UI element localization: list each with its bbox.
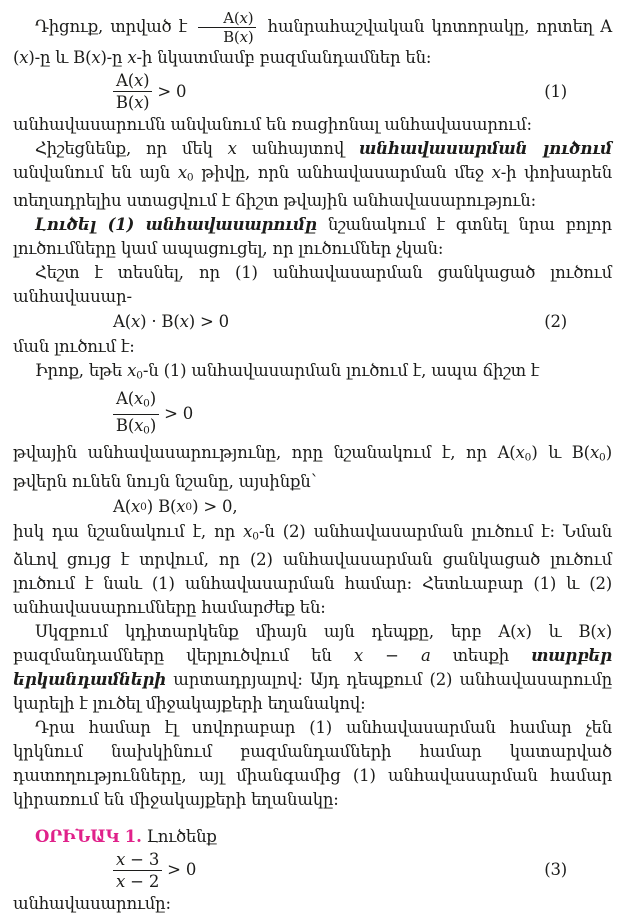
paragraph-equivalence xyxy=(13,520,612,620)
text-run: նշանակում է գտնել նրա բոլոր լուծումները կամ ապացուցել, որ լուծումներ չկան: xyxy=(13,215,612,259)
text-run: -ն (2) անհավասարման լուծում է: Նման ձևով ցույց է տրվում, որ (2) անհավասարման ցանկացած լուծում լուծում է նաև (1) անհավասարման համար: Հետևաբար (1) և (2) անհավասարումները համարժեք են: xyxy=(13,521,612,617)
text-run: A( xyxy=(113,496,131,516)
text-run: x xyxy=(177,163,187,182)
paragraph-final xyxy=(13,892,612,916)
text-run: 0 xyxy=(524,451,532,464)
equation-x0-fraction-body xyxy=(113,389,193,441)
text-run: -ն (1) անհավասարման լուծում է, ապա ճիշտ է xyxy=(142,361,540,381)
text-run: 0 xyxy=(599,451,606,464)
text-run: > 0 xyxy=(162,860,197,880)
text-run: անհավասարումը: xyxy=(13,893,171,913)
text-run: x xyxy=(589,443,600,463)
text-run: x xyxy=(243,521,253,541)
text-run: 0 xyxy=(186,171,194,184)
paragraph-binomial-factorization xyxy=(13,620,612,716)
text-run: ) և B( xyxy=(531,443,590,463)
text-run: x xyxy=(91,48,101,67)
text-run: ման լուծում է: xyxy=(13,337,135,357)
text-run: անհավասարման լուծում xyxy=(359,139,612,158)
text-run: x xyxy=(239,9,248,27)
text-run: Հեշտ է տեսնել, որ (1) անհավասարման ցանկացած լուծում անհավասար- xyxy=(13,263,612,307)
equation-1-body xyxy=(113,71,186,112)
fraction xyxy=(113,389,159,441)
text-run: իսկ դա նշանակում է, որ xyxy=(13,521,244,541)
text-run: 0 xyxy=(143,424,150,437)
text-run: x xyxy=(353,645,363,665)
text-run: ) xyxy=(247,28,254,46)
text-run: թվային անհավասարությունը, որը նշանակում է, որ A( xyxy=(13,443,516,463)
text-run: տարբեր երկանդամների xyxy=(13,645,612,689)
text-run: -ի փոխարեն տեղադրելիս ստացվում է ճիշտ թվային անհավասարություն: xyxy=(13,163,612,211)
equation-x0-product xyxy=(13,495,612,519)
text-run: ) թվերն ունեն նույն նշանը, այսինքն՝ xyxy=(13,443,613,491)
text-run: B( xyxy=(115,93,135,112)
text-run: արտադրյալով: Այդ դեպքում (2) անհավասարումը կարելի է լուծել միջակայքերի եղանակով: xyxy=(13,669,612,713)
text-run: > 0 xyxy=(152,81,187,101)
text-run: 0 xyxy=(140,500,147,513)
paragraph-easy-to-see xyxy=(13,261,612,309)
text-run: > 0 xyxy=(159,404,194,424)
text-run: A( xyxy=(223,9,240,27)
text-run: ) xyxy=(247,9,254,27)
fraction xyxy=(198,10,256,45)
text-run: A( xyxy=(113,312,131,332)
text-run: x xyxy=(130,312,141,332)
text-run: x xyxy=(491,163,501,182)
fraction-denominator xyxy=(116,92,150,112)
text-run: Դիցուք, տրված է xyxy=(35,17,195,36)
text-run: x xyxy=(179,312,189,332)
equation-x0-product-body xyxy=(113,495,237,519)
text-run: x xyxy=(176,496,186,516)
text-run: 0 xyxy=(185,500,193,513)
equation-3-number: (3) xyxy=(544,860,567,880)
text-run: A( xyxy=(116,388,134,408)
text-run: ) xyxy=(149,388,157,408)
equation-x0-fraction xyxy=(13,389,612,441)
equation-1 xyxy=(13,71,612,112)
text-run: Լուծել (1) անհավասարումը xyxy=(35,215,317,235)
text-run: x xyxy=(116,871,126,891)
text-run: x xyxy=(516,621,526,641)
text-run: − xyxy=(362,645,421,665)
text-run: − 3 xyxy=(125,849,160,869)
text-run: B( xyxy=(223,28,240,46)
text-run: )-ը xyxy=(100,48,128,67)
text-run: x xyxy=(116,849,126,869)
fraction-denominator xyxy=(116,415,156,440)
text-run: տեսքի xyxy=(430,645,532,665)
text-run: ) xyxy=(149,415,157,435)
text-run: x xyxy=(127,361,137,381)
text-run: x xyxy=(515,443,525,463)
equation-3-body xyxy=(113,850,196,891)
text-run: Իրոք, եթե xyxy=(35,361,128,381)
text-run: Հիշեցնենք, որ մեկ xyxy=(35,139,228,158)
equation-2-number: (2) xyxy=(544,312,567,332)
text-run: x xyxy=(134,93,144,112)
text-run: ) xyxy=(143,71,150,90)
text-run: ) բազմանդամները վերլուծվում են xyxy=(13,621,612,665)
text-run: ) · B( xyxy=(140,312,180,332)
text-run: անհավասարումն անվանում են ռացիոնալ անհավասարում: xyxy=(13,115,532,134)
text-run: x xyxy=(19,48,29,67)
equation-3 xyxy=(13,850,612,891)
text-run: 0 xyxy=(143,396,150,409)
text-run: հանրահաշվական կոտորակը, որտեղ A ( xyxy=(13,17,612,67)
fraction-numerator xyxy=(113,850,162,871)
text-run: x xyxy=(239,28,248,46)
text-run: ՕՐԻՆԱԿ 1. xyxy=(35,826,142,846)
text-run: )-ը և B( xyxy=(28,48,92,67)
fraction-numerator xyxy=(198,10,256,28)
text-run: Լուծենք xyxy=(141,826,217,846)
text-run: x xyxy=(133,71,144,90)
equation-1-number: (1) xyxy=(544,81,567,101)
equation-2 xyxy=(13,310,612,334)
paragraph-indeed xyxy=(13,359,612,387)
text-run: անվանում են այն xyxy=(13,163,178,182)
text-run: 0 xyxy=(136,369,143,382)
text-run: x xyxy=(127,48,137,67)
text-run: ) > 0, xyxy=(192,496,238,516)
text-run: -ի նկատմամբ բազմանդամներ են: xyxy=(136,48,432,67)
text-run: x xyxy=(130,496,141,516)
text-run: x xyxy=(133,388,144,408)
text-run: a xyxy=(420,645,431,665)
text-run: անհայտով xyxy=(236,139,360,158)
text-run: − 2 xyxy=(125,871,160,891)
fraction xyxy=(113,850,162,891)
text-run: x xyxy=(596,621,606,641)
fraction-denominator xyxy=(201,28,253,45)
paragraph-given-fraction xyxy=(13,9,612,70)
text-run: թիվը, որն անհավասարման մեջ xyxy=(193,163,492,182)
text-run: B( xyxy=(115,415,135,435)
text-run: x xyxy=(134,415,144,435)
text-run: 0 xyxy=(252,529,259,542)
paragraph-hyphen-continuation xyxy=(13,335,612,359)
fraction-denominator xyxy=(116,871,159,891)
fraction xyxy=(113,71,152,112)
paragraph-rational-inequality xyxy=(13,113,612,137)
equation-2-body xyxy=(113,310,229,334)
text-run: ) > 0 xyxy=(188,312,229,332)
text-run: Սկզբում կդիտարկենք միայն այն դեպքը, երբ A( xyxy=(35,621,517,641)
paragraph-numeric-inequality xyxy=(13,441,612,493)
paragraph-recall-solution-definition xyxy=(13,137,612,213)
text-run: ) xyxy=(143,93,150,112)
text-run: A( xyxy=(116,71,134,90)
text-run: ) B( xyxy=(146,496,177,516)
text-run: Դրա համար էլ սովորաբար (1) անհավասարման համար չեն կրկնում նախկինում բազմանդամների համար կատարված դատողությունները, այլ միանգամից (1) անհավասարման համար կիրառում են միջակայքերի եղանակը: xyxy=(13,717,612,809)
text-run: x xyxy=(227,139,237,158)
fraction-numerator xyxy=(113,389,159,415)
paragraph-solve-definition xyxy=(13,213,612,261)
example-1-heading xyxy=(13,825,612,849)
text-run: ) և B( xyxy=(525,621,597,641)
fraction-numerator xyxy=(113,71,152,92)
paragraph-interval-method xyxy=(13,716,612,812)
